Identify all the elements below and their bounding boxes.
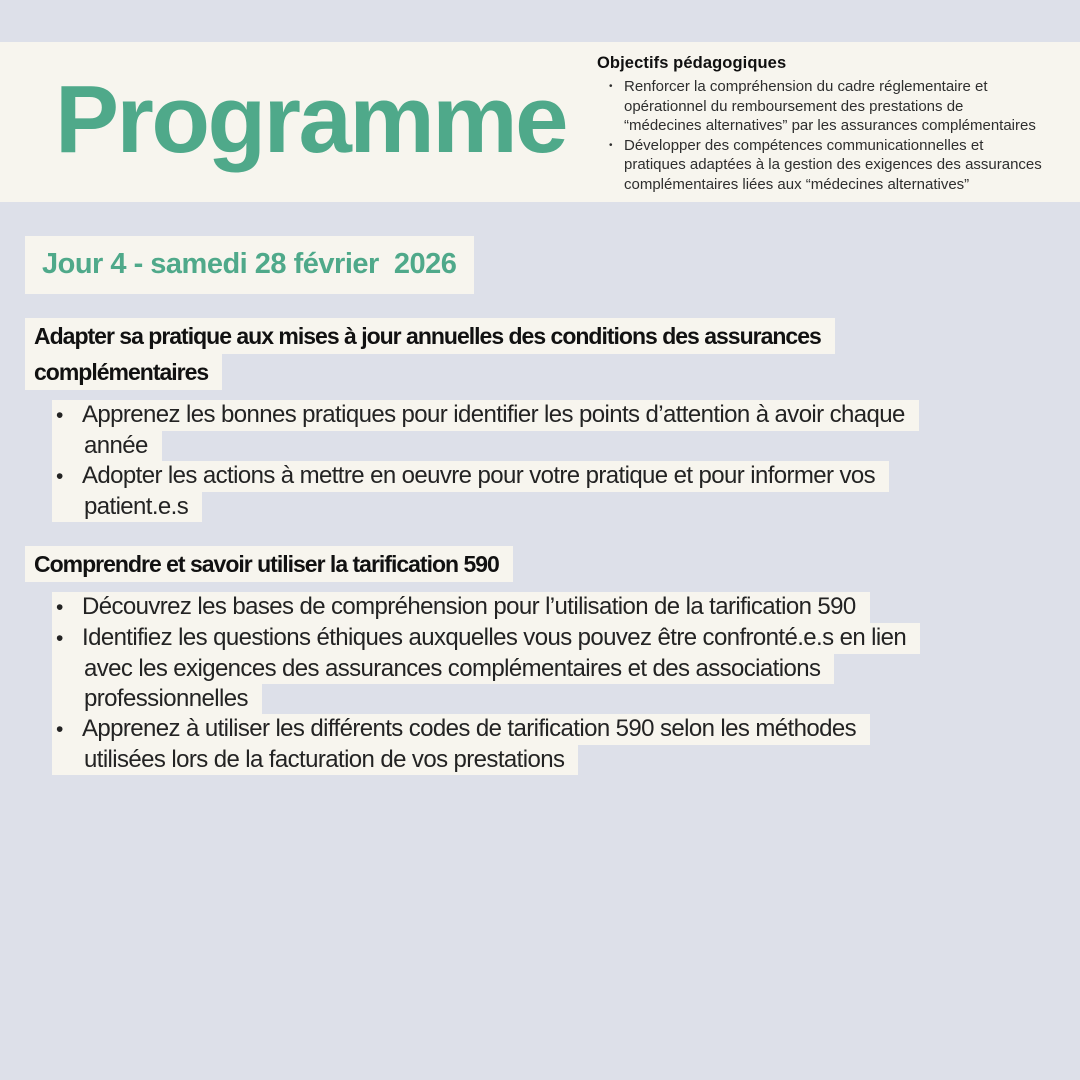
- section-heading-line: [25, 354, 1080, 390]
- objective-line: Renforcer la compréhension du cadre réglementaire et: [624, 78, 988, 95]
- objective-line: pratiques adaptées à la gestion des exigences des assurances: [624, 156, 1042, 173]
- bullet-item: [52, 400, 1080, 461]
- bullet-line: [52, 745, 1080, 775]
- bullet-list: [52, 592, 1080, 775]
- program-section: [25, 318, 1080, 522]
- section-heading-text: Comprendre et savoir utiliser la tarification 590: [25, 546, 513, 582]
- program-content: [0, 202, 1080, 775]
- page-title: Programme: [55, 66, 567, 173]
- bullet-list: [52, 400, 1080, 522]
- bullet-line: [52, 492, 1080, 522]
- bullet-line-text: avec les exigences des assurances complémentaires et des associations: [52, 654, 834, 684]
- objective-line: Développer des compétences communicationnelles et: [624, 136, 984, 154]
- objective-line: complémentaires liées aux “médecines alternatives”: [624, 175, 970, 193]
- section-heading-line: [25, 318, 1080, 354]
- bullet-line-text: • Apprenez à utiliser les différents codes de tarification 590 selon les méthodes: [52, 714, 870, 745]
- bullet-line-text: • Identifiez les questions éthiques auxquelles vous pouvez être confronté.e.s en lien: [52, 623, 920, 654]
- objective-text: [624, 77, 1036, 136]
- objectives-panel: [597, 54, 1075, 194]
- bullet-dot-icon: •: [56, 627, 63, 650]
- objective-item: [597, 77, 1075, 136]
- bullet-dot-icon: •: [609, 139, 613, 151]
- bullet-item: [52, 714, 1080, 775]
- sections-container: [25, 318, 1080, 775]
- bullet-item: [52, 592, 1080, 623]
- section-heading-text: Adapter sa pratique aux mises à jour annuelles des conditions des assurances: [25, 318, 835, 354]
- program-section: [25, 546, 1080, 775]
- bullet-line-text: professionnelles: [52, 684, 262, 714]
- header-band: [0, 42, 1080, 202]
- bullet-line: [52, 400, 1080, 431]
- bullet-dot-icon: •: [56, 465, 63, 488]
- objective-item: [597, 136, 1075, 195]
- bullet-dot-icon: •: [609, 81, 613, 92]
- bullet-line-text: • Adopter les actions à mettre en oeuvre pour votre pratique et pour informer vos: [52, 461, 889, 492]
- objective-line: opérationnel du remboursement des prestations de: [624, 97, 964, 115]
- bullet-line-text: • Découvrez les bases de compréhension pour l’utilisation de la tarification 590: [52, 592, 870, 623]
- bullet-line: [52, 654, 1080, 684]
- objectives-list: [597, 77, 1075, 194]
- bullet-dot-icon: •: [56, 404, 63, 427]
- day-heading: Jour 4 - samedi 28 février 2026: [42, 248, 457, 280]
- bullet-line-text: patient.e.s: [52, 492, 202, 522]
- section-heading-text: complémentaires: [25, 354, 222, 390]
- objective-line: “médecines alternatives” par les assurances complémentaires: [624, 117, 1036, 134]
- bullet-dot-icon: •: [56, 718, 63, 741]
- bullet-line: [52, 431, 1080, 461]
- section-heading-line: [25, 546, 1080, 582]
- bullet-line-text: • Apprenez les bonnes pratiques pour identifier les points d’attention à avoir chaque: [52, 400, 919, 431]
- objectives-heading: Objectifs pédagogiques: [597, 54, 787, 72]
- top-strip: [0, 0, 1080, 42]
- bullet-line: [52, 592, 1080, 623]
- bullet-dot-icon: •: [56, 596, 63, 619]
- bullet-item: [52, 623, 1080, 714]
- bullet-line: [52, 714, 1080, 745]
- bullet-line: [52, 684, 1080, 714]
- bullet-line: [52, 623, 1080, 654]
- bullet-line-text: utilisées lors de la facturation de vos prestations: [52, 745, 578, 775]
- objective-text: [624, 136, 1042, 195]
- day-heading-box: [25, 236, 474, 294]
- bullet-item: [52, 461, 1080, 522]
- bullet-line-text: année: [52, 431, 162, 461]
- bullet-line: [52, 461, 1080, 492]
